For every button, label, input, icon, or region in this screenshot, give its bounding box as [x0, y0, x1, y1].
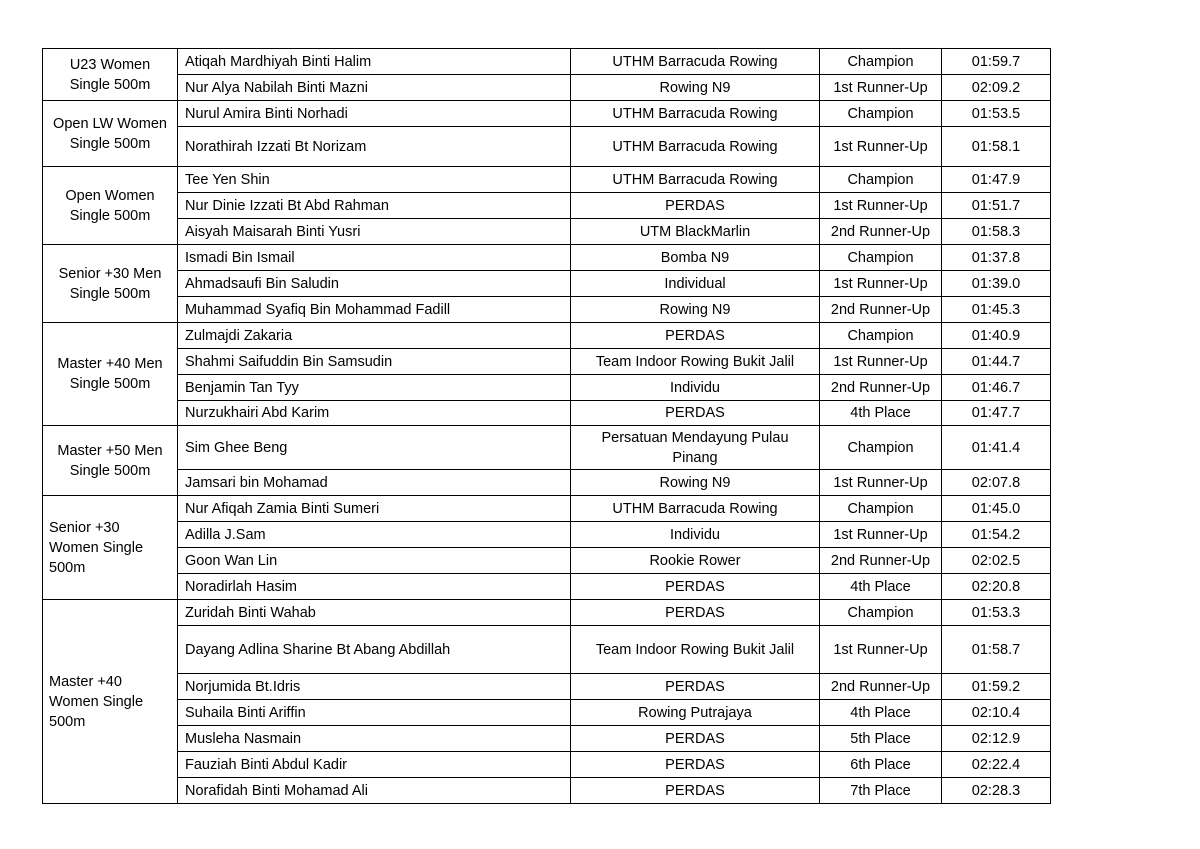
- athlete-name-cell: Sim Ghee Beng: [178, 426, 571, 470]
- category-cell: Master +50 Men Single 500m: [43, 426, 178, 496]
- placing-cell: Champion: [820, 323, 942, 349]
- club-cell: Rookie Rower: [571, 548, 820, 574]
- time-cell: 01:45.3: [942, 297, 1051, 323]
- athlete-name-cell: Benjamin Tan Tyy: [178, 375, 571, 401]
- time-cell: 01:59.7: [942, 49, 1051, 75]
- club-cell: UTM BlackMarlin: [571, 219, 820, 245]
- time-cell: 01:41.4: [942, 426, 1051, 470]
- result-row: [43, 470, 1051, 496]
- time-cell: 01:53.3: [942, 600, 1051, 626]
- time-cell: 02:07.8: [942, 470, 1051, 496]
- result-row: [43, 778, 1051, 804]
- time-cell: 01:47.7: [942, 401, 1051, 426]
- placing-cell: Champion: [820, 245, 942, 271]
- time-cell: 02:02.5: [942, 548, 1051, 574]
- result-row: [43, 349, 1051, 375]
- time-cell: 01:47.9: [942, 167, 1051, 193]
- placing-cell: Champion: [820, 101, 942, 127]
- athlete-name-cell: Dayang Adlina Sharine Bt Abang Abdillah: [178, 626, 571, 674]
- time-cell: 01:44.7: [942, 349, 1051, 375]
- club-cell: Rowing Putrajaya: [571, 700, 820, 726]
- time-cell: 02:28.3: [942, 778, 1051, 804]
- result-row: [43, 297, 1051, 323]
- result-row: [43, 726, 1051, 752]
- time-cell: 01:53.5: [942, 101, 1051, 127]
- club-cell: UTHM Barracuda Rowing: [571, 496, 820, 522]
- club-cell: PERDAS: [571, 600, 820, 626]
- club-cell: UTHM Barracuda Rowing: [571, 127, 820, 167]
- result-row: [43, 219, 1051, 245]
- club-cell: PERDAS: [571, 193, 820, 219]
- time-cell: 01:58.3: [942, 219, 1051, 245]
- club-cell: UTHM Barracuda Rowing: [571, 167, 820, 193]
- club-cell: Individu: [571, 522, 820, 548]
- athlete-name-cell: Nur Dinie Izzati Bt Abd Rahman: [178, 193, 571, 219]
- placing-cell: 1st Runner-Up: [820, 271, 942, 297]
- placing-cell: Champion: [820, 496, 942, 522]
- result-row: [43, 426, 1051, 470]
- athlete-name-cell: Suhaila Binti Ariffin: [178, 700, 571, 726]
- club-cell: Rowing N9: [571, 297, 820, 323]
- time-cell: 01:45.0: [942, 496, 1051, 522]
- athlete-name-cell: Aisyah Maisarah Binti Yusri: [178, 219, 571, 245]
- club-cell: PERDAS: [571, 401, 820, 426]
- club-cell: PERDAS: [571, 726, 820, 752]
- result-row: [43, 245, 1051, 271]
- placing-cell: 1st Runner-Up: [820, 522, 942, 548]
- placing-cell: Champion: [820, 600, 942, 626]
- club-cell: Team Indoor Rowing Bukit Jalil: [571, 349, 820, 375]
- athlete-name-cell: Jamsari bin Mohamad: [178, 470, 571, 496]
- time-cell: 02:09.2: [942, 75, 1051, 101]
- placing-cell: 2nd Runner-Up: [820, 375, 942, 401]
- result-row: [43, 401, 1051, 426]
- placing-cell: Champion: [820, 49, 942, 75]
- placing-cell: 2nd Runner-Up: [820, 219, 942, 245]
- athlete-name-cell: Nurzukhairi Abd Karim: [178, 401, 571, 426]
- result-row: [43, 127, 1051, 167]
- athlete-name-cell: Ismadi Bin Ismail: [178, 245, 571, 271]
- placing-cell: 1st Runner-Up: [820, 75, 942, 101]
- category-cell: Master +40 Women Single 500m: [43, 600, 178, 804]
- athlete-name-cell: Musleha Nasmain: [178, 726, 571, 752]
- result-row: [43, 167, 1051, 193]
- time-cell: 01:59.2: [942, 674, 1051, 700]
- time-cell: 01:58.7: [942, 626, 1051, 674]
- result-row: [43, 193, 1051, 219]
- result-row: [43, 101, 1051, 127]
- category-cell: Open LW Women Single 500m: [43, 101, 178, 167]
- result-row: [43, 496, 1051, 522]
- placing-cell: 1st Runner-Up: [820, 626, 942, 674]
- placing-cell: 5th Place: [820, 726, 942, 752]
- athlete-name-cell: Noradirlah Hasim: [178, 574, 571, 600]
- time-cell: 02:12.9: [942, 726, 1051, 752]
- placing-cell: 1st Runner-Up: [820, 127, 942, 167]
- time-cell: 01:46.7: [942, 375, 1051, 401]
- placing-cell: 6th Place: [820, 752, 942, 778]
- athlete-name-cell: Norafidah Binti Mohamad Ali: [178, 778, 571, 804]
- category-cell: Senior +30 Women Single 500m: [43, 496, 178, 600]
- result-row: [43, 522, 1051, 548]
- placing-cell: 1st Runner-Up: [820, 193, 942, 219]
- time-cell: 01:40.9: [942, 323, 1051, 349]
- placing-cell: 7th Place: [820, 778, 942, 804]
- result-row: [43, 548, 1051, 574]
- club-cell: Individu: [571, 375, 820, 401]
- placing-cell: Champion: [820, 167, 942, 193]
- results-table-body: [43, 49, 1051, 804]
- athlete-name-cell: Adilla J.Sam: [178, 522, 571, 548]
- athlete-name-cell: Tee Yen Shin: [178, 167, 571, 193]
- placing-cell: 1st Runner-Up: [820, 349, 942, 375]
- result-row: [43, 752, 1051, 778]
- athlete-name-cell: Nurul Amira Binti Norhadi: [178, 101, 571, 127]
- club-cell: Persatuan Mendayung Pulau Pinang: [571, 426, 820, 470]
- athlete-name-cell: Zuridah Binti Wahab: [178, 600, 571, 626]
- placing-cell: 1st Runner-Up: [820, 470, 942, 496]
- category-cell: Senior +30 Men Single 500m: [43, 245, 178, 323]
- time-cell: 01:39.0: [942, 271, 1051, 297]
- time-cell: 02:10.4: [942, 700, 1051, 726]
- result-row: [43, 271, 1051, 297]
- club-cell: PERDAS: [571, 674, 820, 700]
- time-cell: 01:58.1: [942, 127, 1051, 167]
- club-cell: Team Indoor Rowing Bukit Jalil: [571, 626, 820, 674]
- athlete-name-cell: Norjumida Bt.Idris: [178, 674, 571, 700]
- result-row: [43, 574, 1051, 600]
- club-cell: Rowing N9: [571, 75, 820, 101]
- time-cell: 01:51.7: [942, 193, 1051, 219]
- time-cell: 01:37.8: [942, 245, 1051, 271]
- result-row: [43, 323, 1051, 349]
- club-cell: PERDAS: [571, 574, 820, 600]
- athlete-name-cell: Nur Afiqah Zamia Binti Sumeri: [178, 496, 571, 522]
- athlete-name-cell: Ahmadsaufi Bin Saludin: [178, 271, 571, 297]
- result-row: [43, 375, 1051, 401]
- club-cell: PERDAS: [571, 778, 820, 804]
- club-cell: Individual: [571, 271, 820, 297]
- placing-cell: Champion: [820, 426, 942, 470]
- athlete-name-cell: Zulmajdi Zakaria: [178, 323, 571, 349]
- athlete-name-cell: Norathirah Izzati Bt Norizam: [178, 127, 571, 167]
- result-row: [43, 700, 1051, 726]
- athlete-name-cell: Nur Alya Nabilah Binti Mazni: [178, 75, 571, 101]
- time-cell: 01:54.2: [942, 522, 1051, 548]
- time-cell: 02:22.4: [942, 752, 1051, 778]
- time-cell: 02:20.8: [942, 574, 1051, 600]
- result-row: [43, 626, 1051, 674]
- club-cell: UTHM Barracuda Rowing: [571, 101, 820, 127]
- club-cell: UTHM Barracuda Rowing: [571, 49, 820, 75]
- placing-cell: 4th Place: [820, 401, 942, 426]
- category-cell: U23 Women Single 500m: [43, 49, 178, 101]
- category-cell: Open Women Single 500m: [43, 167, 178, 245]
- placing-cell: 2nd Runner-Up: [820, 674, 942, 700]
- club-cell: Bomba N9: [571, 245, 820, 271]
- results-table: [42, 48, 1051, 804]
- result-row: [43, 600, 1051, 626]
- club-cell: Rowing N9: [571, 470, 820, 496]
- placing-cell: 4th Place: [820, 574, 942, 600]
- athlete-name-cell: Fauziah Binti Abdul Kadir: [178, 752, 571, 778]
- athlete-name-cell: Muhammad Syafiq Bin Mohammad Fadill: [178, 297, 571, 323]
- club-cell: PERDAS: [571, 752, 820, 778]
- placing-cell: 2nd Runner-Up: [820, 297, 942, 323]
- athlete-name-cell: Atiqah Mardhiyah Binti Halim: [178, 49, 571, 75]
- athlete-name-cell: Shahmi Saifuddin Bin Samsudin: [178, 349, 571, 375]
- result-row: [43, 49, 1051, 75]
- result-row: [43, 674, 1051, 700]
- club-cell: PERDAS: [571, 323, 820, 349]
- result-row: [43, 75, 1051, 101]
- athlete-name-cell: Goon Wan Lin: [178, 548, 571, 574]
- category-cell: Master +40 Men Single 500m: [43, 323, 178, 426]
- placing-cell: 4th Place: [820, 700, 942, 726]
- placing-cell: 2nd Runner-Up: [820, 548, 942, 574]
